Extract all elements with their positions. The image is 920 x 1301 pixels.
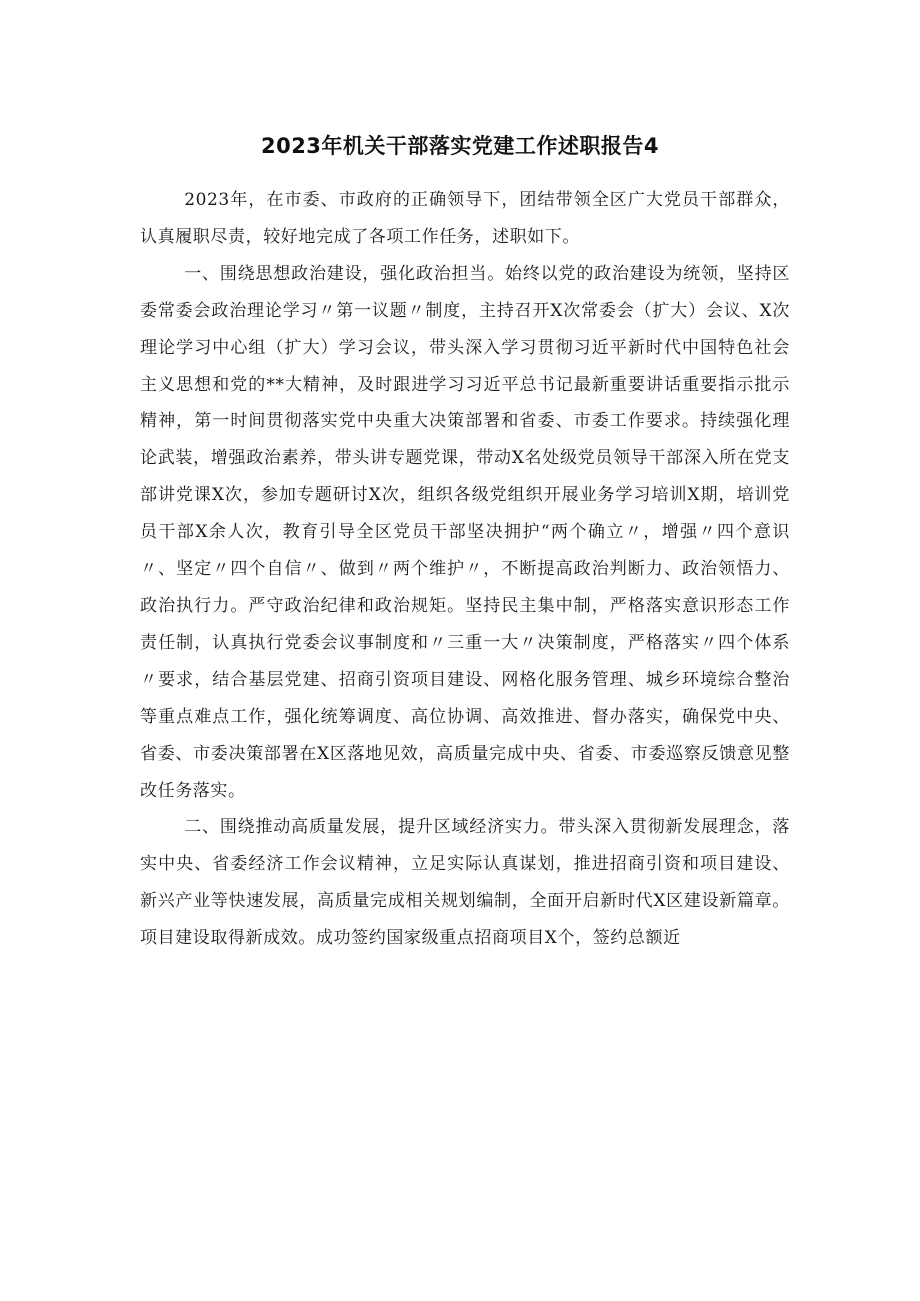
document-title: 2023年机关干部落实党建工作述职报告4	[260, 134, 660, 158]
paragraph-section-1: 一、围绕思想政治建设，强化政治担当。始终以党的政治建设为统领，坚持区委常委会政治理论学习〃第一议题〃制度，主持召开X次常委会（扩大）会议、X次理论学习中心组（扩大）学习会议，带头深入学习贯彻习近平新时代中国特色社会主义思想和党的**大精神，及时跟进学习习近平总书记最新重要讲话重要指示批示精神，第一时间贯彻落实党中央重大决策部署和省委、市委工作要求。持续强化理论武装，增强政治素养，带头讲专题党课，带动X名处级党员领导干部深入所在党支部讲党课X次，参加专题研讨X次，组织各级党组织开展业务学习培训X期，培训党员干部X余人次，教育引导全区党员干部坚决拥护“两个确立〃，增强〃四个意识〃、坚定〃四个自信〃、做到〃两个维护〃，不断提高政治判断力、政治领悟力、政治执行力。严守政治纪律和政治规矩。坚持民主集中制，严格落实意识形态工作责任制，认真执行党委会议事制度和〃三重一大〃决策制度，严格落实〃四个体系〃要求，结合基层党建、招商引资项目建设、网格化服务管理、城乡环境综合整治等重点难点工作，强化统筹调度、高位协调、高效推进、督办落实，确保党中央、省委、市委决策部署在X区落地见效，高质量完成中央、省委、市委巡察反馈意见整改任务落实。	[140, 263, 790, 801]
document-body	[140, 182, 790, 957]
paragraph-section-2: 二、围绕推动高质量发展，提升区域经济实力。带头深入贯彻新发展理念，落实中央、省委经济工作会议精神，立足实际认真谋划，推进招商引资和项目建设、新兴产业等快速发展，高质量完成相关规划编制，全面开启新时代X区建设新篇章。项目建设取得新成效。成功签约国家级重点招商项目X个，签约总额近	[140, 817, 790, 949]
paragraph-intro: 2023年，在市委、市政府的正确领导下，团结带领全区广大党员干部群众，认真履职尽责，较好地完成了各项工作任务，述职如下。	[140, 190, 790, 247]
